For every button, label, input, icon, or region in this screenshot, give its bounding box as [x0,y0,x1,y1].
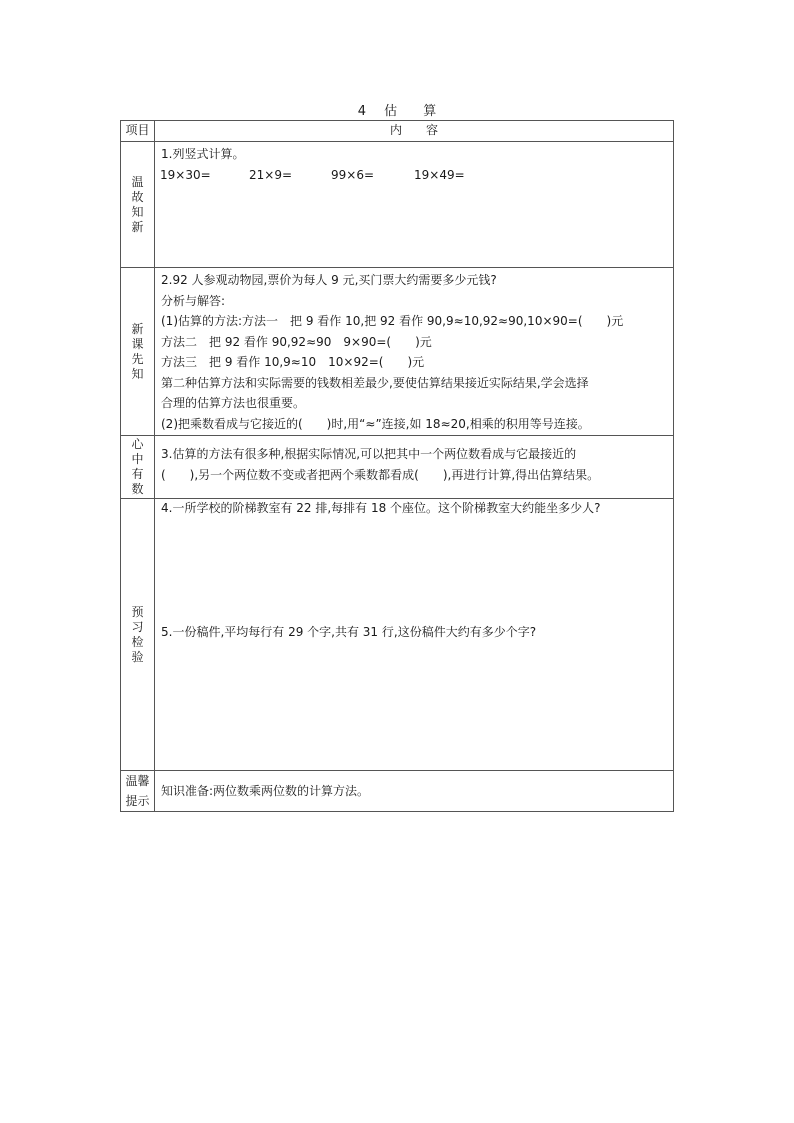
section-content-tips [155,771,674,812]
question-1: 1.列竖式计算。 [161,147,245,161]
text-line: (1)估算的方法:方法一 把 9 看作 10,把 92 看作 90,9≈10,92≈90,10×90=( )元 [161,314,624,328]
header-content: 内 容 [155,121,674,142]
text-line: 方法三 把 9 看作 10,9≈10 10×92=( )元 [161,355,425,369]
title-char-2: 算 [423,104,437,119]
title-char-1: 估 [384,104,398,119]
worksheet-table [120,120,674,812]
header-row [121,121,674,142]
text-line: 分析与解答: [161,293,226,308]
header-item: 项目 [121,121,155,142]
text-line: 合理的估算方法也很重要。 [161,396,306,410]
calc-item: 99×6= [331,167,375,182]
section-content-preview [155,499,674,771]
section-summary [121,436,674,499]
section-label-tips: 温馨提示 [121,771,155,812]
question-4: 4.一所学校的阶梯教室有 22 排,每排有 18 个座位。这个阶梯教室大约能坐多少人? [161,501,601,515]
section-content-summary [155,436,674,499]
text-line: 2.92 人参观动物园,票价为每人 9 元,买门票大约需要多少元钱? [161,273,497,287]
calc-row [160,165,667,186]
page-title [0,100,794,119]
question-5: 5.一份稿件,平均每行有 29 个字,共有 31 行,这份稿件大约有多少个字? [161,624,537,639]
section-label-summary: 心中有数 [121,436,155,499]
text-line: 3.估算的方法有很多种,根据实际情况,可以把其中一个两位数看成与它最接近的 [161,447,577,461]
section-new-lesson [121,268,674,436]
section-review [121,142,674,268]
section-content-new-lesson [155,268,674,436]
text-line: 方法二 把 92 看作 90,92≈90 9×90=( )元 [161,334,432,349]
section-label-preview: 预习检验 [121,499,155,771]
calc-item: 21×9= [249,167,293,182]
section-label-review: 温故知新 [121,142,155,268]
calc-item: 19×49= [414,167,465,182]
text-line: (2)把乘数看成与它接近的( )时,用“≈”连接,如 18≈20,相乘的积用等号连接。 [161,416,590,431]
text-line: ( ),另一个两位数不变或者把两个乘数都看成( ),再进行计算,得出估算结果。 [161,467,600,482]
section-tips [121,771,674,812]
section-content-review [155,142,674,268]
text-line: 第二种估算方法和实际需要的钱数相差最少,要使估算结果接近实际结果,学会选择 [161,375,589,390]
section-label-new-lesson: 新课先知 [121,268,155,436]
title-number: 4 [357,104,366,119]
tips-text: 知识准备:两位数乘两位数的计算方法。 [161,783,370,798]
calc-item: 19×30= [160,167,211,182]
section-preview [121,499,674,771]
